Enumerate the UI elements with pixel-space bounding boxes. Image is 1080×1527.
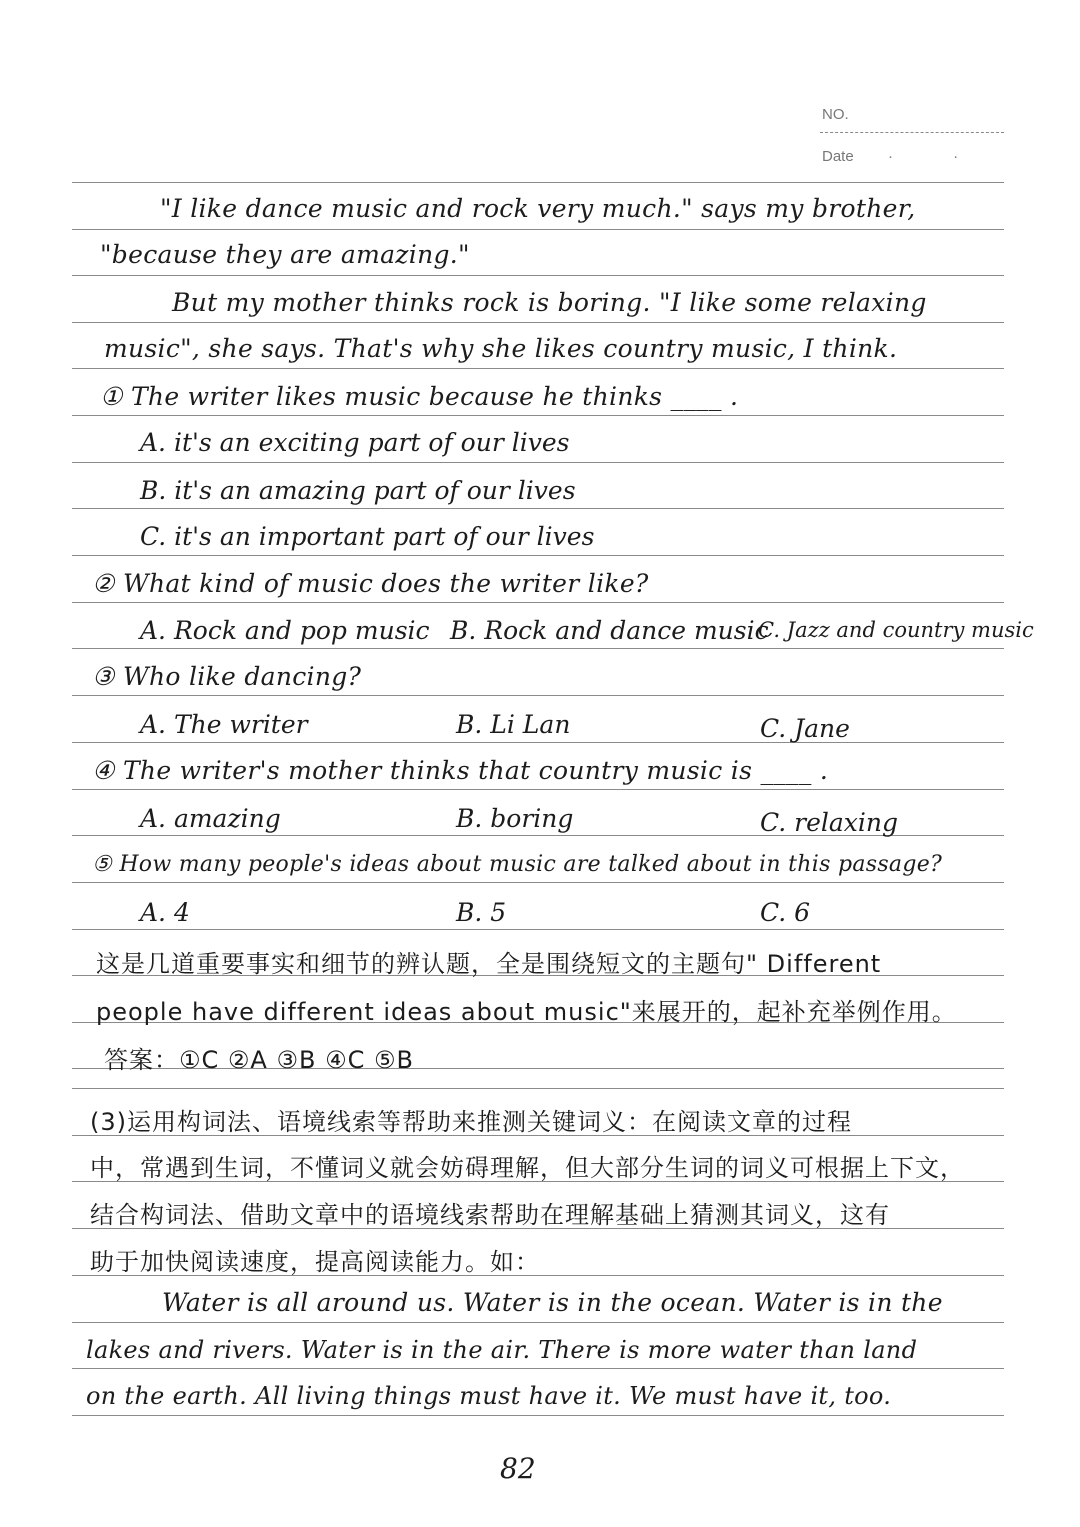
passage-line: But my mother thinks rock is boring. "I like some relaxing bbox=[172, 288, 927, 317]
question-stem: ④ The writer's mother thinks that country music is ____ . bbox=[92, 756, 829, 785]
ruled-line bbox=[72, 275, 1004, 276]
number-label: NO. bbox=[822, 106, 849, 123]
ruled-line bbox=[72, 648, 1004, 649]
page-number: 82 bbox=[500, 1452, 536, 1485]
ruled-line bbox=[72, 1322, 1004, 1323]
question-stem: ② What kind of music does the writer like? bbox=[92, 569, 649, 598]
ruled-line bbox=[72, 1415, 1004, 1416]
ruled-line bbox=[72, 555, 1004, 556]
answer-option: C. it's an important part of our lives bbox=[140, 522, 595, 551]
section-line: 助于加快阅读速度，提高阅读能力。如： bbox=[90, 1248, 540, 1276]
ruled-line bbox=[72, 789, 1004, 790]
example-line: Water is all around us. Water is in the ocean. Water is in the bbox=[162, 1288, 943, 1317]
date-dots: · · bbox=[888, 148, 987, 165]
ruled-line bbox=[72, 1088, 1004, 1089]
ruled-line bbox=[72, 1368, 1004, 1369]
answer-option: B. Li Lan bbox=[456, 710, 571, 739]
answer-option: C. 6 bbox=[760, 898, 811, 927]
answer-key: 答案：①C ②A ③B ④C ⑤B bbox=[104, 1046, 414, 1074]
question-stem: ① The writer likes music because he thinks ____ . bbox=[100, 382, 739, 411]
date-label: Date bbox=[822, 148, 854, 165]
ruled-line bbox=[72, 929, 1004, 930]
ruled-line bbox=[72, 508, 1004, 509]
answer-option: C. Jazz and country music bbox=[758, 618, 1034, 642]
answer-option: B. 5 bbox=[456, 898, 507, 927]
section-line: 结合构词法、借助文章中的语境线索帮助在理解基础上猜测其词义，这有 bbox=[90, 1201, 890, 1229]
ruled-line bbox=[72, 368, 1004, 369]
ruled-line bbox=[72, 182, 1004, 183]
section-line: 中，常遇到生词，不懂词义就会妨碍理解，但大部分生词的词义可根据上下文， bbox=[90, 1154, 965, 1182]
section-line: (3)运用构词法、语境线索等帮助来推测关键词义：在阅读文章的过程 bbox=[90, 1108, 852, 1136]
passage-line: "I like dance music and rock very much." says my brother, bbox=[160, 194, 916, 223]
answer-option: C. relaxing bbox=[760, 808, 898, 837]
question-stem: ⑤ How many people's ideas about music are talked about in this passage? bbox=[92, 852, 943, 877]
answer-option: A. amazing bbox=[140, 804, 281, 833]
ruled-line bbox=[72, 322, 1004, 323]
answer-option: C. Jane bbox=[760, 714, 850, 743]
number-dashed-line bbox=[820, 132, 1004, 133]
example-line: on the earth. All living things must have it. We must have it, too. bbox=[86, 1382, 892, 1410]
explanation-line: people have different ideas about music"来展开的，起补充举例作用。 bbox=[96, 998, 957, 1026]
ruled-line bbox=[72, 742, 1004, 743]
answer-option: A. Rock and pop music bbox=[140, 616, 430, 645]
ruled-line bbox=[72, 462, 1004, 463]
answer-option: B. boring bbox=[456, 804, 574, 833]
question-stem: ③ Who like dancing? bbox=[92, 662, 362, 691]
answer-option: A. 4 bbox=[140, 898, 190, 927]
explanation-line: 这是几道重要事实和细节的辨认题，全是围绕短文的主题句" Different bbox=[96, 950, 882, 978]
passage-line: music", she says. That's why she likes country music, I think. bbox=[104, 334, 898, 363]
ruled-line bbox=[72, 229, 1004, 230]
answer-option: B. it's an amazing part of our lives bbox=[140, 476, 576, 505]
answer-option: A. The writer bbox=[140, 710, 308, 739]
answer-option: A. it's an exciting part of our lives bbox=[140, 428, 570, 457]
ruled-line bbox=[72, 695, 1004, 696]
answer-option: B. Rock and dance music bbox=[450, 616, 769, 645]
passage-line: "because they are amazing." bbox=[100, 240, 470, 269]
ruled-line bbox=[72, 602, 1004, 603]
example-line: lakes and rivers. Water is in the air. There is more water than land bbox=[86, 1336, 918, 1364]
ruled-line bbox=[72, 882, 1004, 883]
ruled-line bbox=[72, 415, 1004, 416]
